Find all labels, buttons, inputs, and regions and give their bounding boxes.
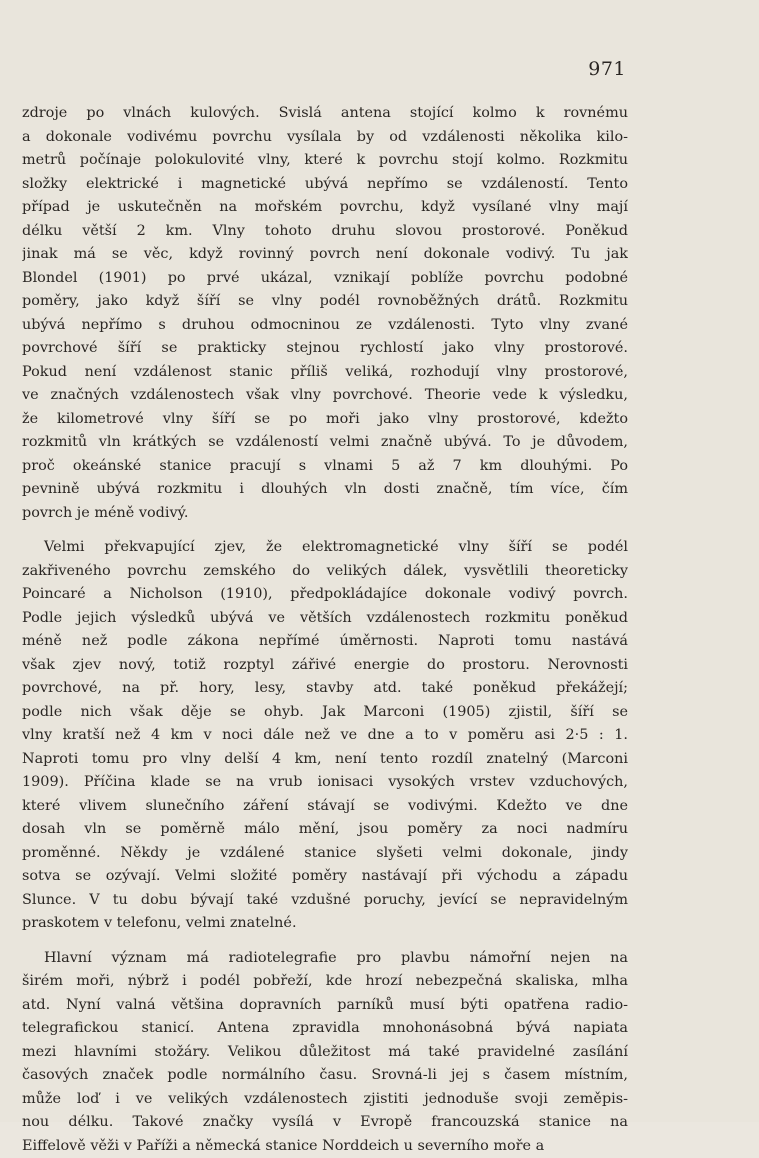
text-line: metrů počínaje polokulovité vlny, které k povrchu stojí kolmo. Rozkmitu — [22, 149, 628, 173]
text-line: méně než podle zákona nepřímé úměrnosti. Naproti tomu nastává — [22, 630, 628, 654]
text-line: sotva se ozývají. Velmi složité poměry nastávají při východu a západu — [22, 865, 628, 889]
text-line: povrchové, na př. hory, lesy, stavby atd. také poněkud překážejí; — [22, 677, 628, 701]
text-line: Pokud není vzdálenost stanic příliš veliká, rozhodují vlny prostorové, — [22, 361, 628, 385]
text-line: ve značných vzdálenostech však vlny povrchové. Theorie vede k výsledku, — [22, 384, 628, 408]
text-line: nou délku. Takové značky vysílá v Evropě francouzská stanice na — [22, 1111, 628, 1135]
text-line: mezi hlavními stožáry. Velikou důležitost má také pravidelné zasílání — [22, 1041, 628, 1065]
text-line: povrch je méně vodivý. — [22, 502, 628, 526]
text-line: délku větší 2 km. Vlny tohoto druhu slovou prostorové. Poněkud — [22, 220, 628, 244]
text-line: pevnině ubývá rozkmitu i dlouhých vln dosti značně, tím více, čím — [22, 478, 628, 502]
paragraph-1 — [22, 102, 628, 525]
text-line: Slunce. V tu dobu bývají také vzdušné poruchy, jevící se nepravidelným — [22, 889, 628, 913]
text-line: praskotem v telefonu, velmi znatelné. — [22, 912, 628, 936]
text-line: případ je uskutečněn na mořském povrchu, když vysílané vlny mají — [22, 196, 628, 220]
text-line: rozkmitů vln krátkých se vzdáleností velmi značně ubývá. To je důvodem, — [22, 431, 628, 455]
text-line: vlny kratší než 4 km v noci dále než ve dne a to v poměru asi 2·5 : 1. — [22, 724, 628, 748]
text-line: jinak má se věc, když rovinný povrch není dokonale vodivý. Tu jak — [22, 243, 628, 267]
text-line: že kilometrové vlny šíří se po moři jako vlny prostorové, kdežto — [22, 408, 628, 432]
text-line: složky elektrické i magnetické ubývá nepřímo se vzdáleností. Tento — [22, 173, 628, 197]
text-line: ubývá nepřímo s druhou odmocninou ze vzdálenosti. Tyto vlny zvané — [22, 314, 628, 338]
text-line: dosah vln se poměrně málo mění, jsou poměry za noci nadmíru — [22, 818, 628, 842]
text-line: širém moři, nýbrž i podél pobřeží, kde hrozí nebezpečná skaliska, mlha — [22, 970, 628, 994]
text-line: zakřiveného povrchu zemského do velikých dálek, vysvětlili theoreticky — [22, 560, 628, 584]
text-line: Blondel (1901) po prvé ukázal, vznikají poblíže povrchu podobné — [22, 267, 628, 291]
text-line: telegrafickou stanicí. Antena zpravidla mnohonásobná bývá napiata — [22, 1017, 628, 1041]
text-line: které vlivem slunečního záření stávají se vodivými. Kdežto ve dne — [22, 795, 628, 819]
paragraph-3 — [22, 947, 628, 1158]
text-line: Naproti tomu pro vlny delší 4 km, není tento rozdíl znatelný (Marconi — [22, 748, 628, 772]
text-line: 1909). Příčina klade se na vrub ionisaci vysokých vrstev vzduchových, — [22, 771, 628, 795]
text-line: Hlavní význam má radiotelegrafie pro plavbu námořní nejen na — [22, 947, 628, 971]
text-line: proč okeánské stanice pracují s vlnami 5 až 7 km dlouhými. Po — [22, 455, 628, 479]
body-text — [22, 102, 628, 1158]
text-line: proměnné. Někdy je vzdálené stanice slyšeti velmi dokonale, jindy — [22, 842, 628, 866]
text-line: zdroje po vlnách kulových. Svislá antena stojící kolmo k rovnému — [22, 102, 628, 126]
text-line: Eiffelově věži v Paříži a německá stanice Norddeich u severního moře a — [22, 1135, 628, 1158]
text-line: atd. Nyní valná většina dopravních parníků musí býti opatřena radio- — [22, 994, 628, 1018]
text-line: Podle jejich výsledků ubývá ve větších vzdálenostech rozkmitu poněkud — [22, 607, 628, 631]
text-line: poměry, jako když šíří se vlny podél rovnoběžných drátů. Rozkmitu — [22, 290, 628, 314]
text-line: může loď i ve velikých vzdálenostech zjistiti jednoduše svoji zeměpis- — [22, 1088, 628, 1112]
text-line: podle nich však děje se ohyb. Jak Marconi (1905) zjistil, šíří se — [22, 701, 628, 725]
text-line: však zjev nový, totiž rozptyl zářivé energie do prostoru. Nerovnosti — [22, 654, 628, 678]
paragraph-2 — [22, 536, 628, 936]
text-line: Poincaré a Nicholson (1910), předpokládajíce dokonale vodivý povrch. — [22, 583, 628, 607]
text-line: Velmi překvapující zjev, že elektromagnetické vlny šíří se podél — [22, 536, 628, 560]
page-number: 971 — [580, 58, 626, 80]
text-line: povrchové šíří se prakticky stejnou rychlostí jako vlny prostorové. — [22, 337, 628, 361]
text-line: časových značek podle normálního času. Srovná-li jej s časem místním, — [22, 1064, 628, 1088]
text-line: a dokonale vodivému povrchu vysílala by od vzdálenosti několika kilo- — [22, 126, 628, 150]
